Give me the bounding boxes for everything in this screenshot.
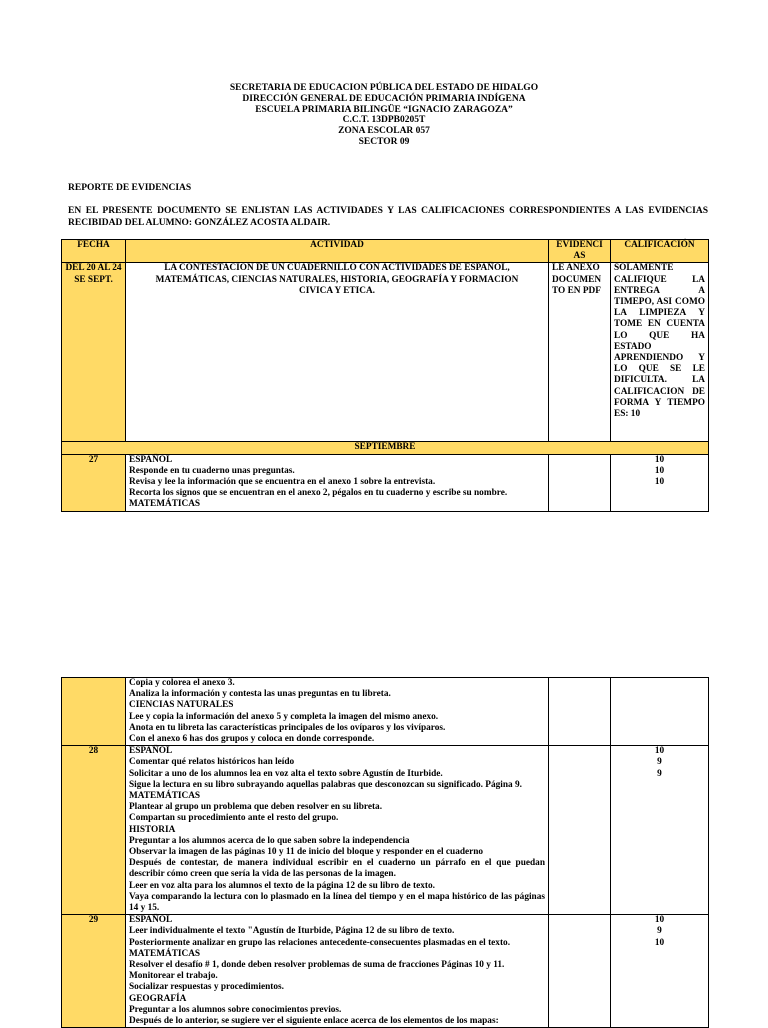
row-grade: SOLAMENTE CALIFIQUE LA ENTREGA A TIMEPO, ASI COMO LA LIMPIEZA Y TOME EN CUENTA LO QUE HA ESTADO APRENDIENDO Y LO QUE SE LE DIFICULTA. LA CALIFICACION DE FORMA Y TIEMPO ES: 10 — [611, 263, 709, 442]
activity-line: MATEMÁTICAS — [129, 948, 201, 959]
row-evidence — [549, 746, 611, 915]
activity-line: Después de lo anterior, se sugiere ver el siguiente enlace acerca de los elementos de los mapas: — [129, 1016, 499, 1027]
table-row — [62, 746, 709, 915]
header-line-3: ESCUELA PRIMARIA BILINGÜE “IGNACIO ZARAGOZA” — [255, 104, 513, 115]
row-date: 28 — [62, 746, 126, 915]
table-row — [62, 915, 709, 1028]
row-activity — [126, 678, 549, 746]
activity-line: Después de contestar, de manera individual escribir en el cuaderno un párrafo en el que puedan describir cómo creen que sería la vida de las personas de la imagen. — [129, 858, 545, 880]
activity-line: Observar la imagen de las páginas 10 y 11 de inicio del bloque y responder en el cuaderno — [129, 847, 484, 858]
activity-line: Posteriormente analizar en grupo las relaciones antecedente-consecuentes plasmadas en el texto. — [129, 937, 511, 948]
activity-line: Con el anexo 6 has dos grupos y coloca en donde corresponde. — [129, 734, 375, 745]
table-header-row — [62, 240, 709, 263]
row-activity — [126, 454, 549, 511]
row-grades — [611, 915, 709, 1028]
activity-line: Compartan su procedimiento ante el resto del grupo. — [129, 813, 339, 824]
table-row — [62, 678, 709, 746]
activity-line: Responde en tu cuaderno unas preguntas. — [129, 465, 295, 476]
grade-value: 10 — [654, 477, 665, 488]
header-calificacion: CALIFICACIÓN — [611, 240, 709, 263]
report-title: REPORTE DE EVIDENCIAS — [68, 183, 192, 193]
grade-value: 10 — [654, 937, 665, 948]
row-evidence — [549, 678, 611, 746]
document-header — [0, 83, 768, 148]
month-label: SEPTIEMBRE — [62, 442, 709, 454]
activity-line: Preguntar a los alumnos acerca de lo que saben sobre la independencia — [129, 835, 410, 846]
grade-value: 10 — [654, 915, 665, 926]
activity-line: Copia y colorea el anexo 3. — [129, 678, 235, 688]
activity-line: Socializar respuestas y procedimientos. — [129, 982, 284, 993]
grade-value: 9 — [657, 757, 662, 768]
header-line-1: SECRETARIA DE EDUCACION PÚBLICA DEL ESTADO DE HIDALGO — [229, 83, 539, 93]
evidence-table — [61, 239, 709, 512]
grade-value: 10 — [654, 454, 665, 465]
activity-line: Vaya comparando la lectura con lo plasmado en la línea del tiempo y en el mapa histórico de las páginas 14 y 15. — [129, 891, 545, 914]
row-evidence: LE ANEXO DOCUMEN TO EN PDF — [549, 263, 611, 442]
row-date — [62, 678, 126, 746]
activity-line: Revisa y lee la información que se encuentra en el anexo 1 sobre la entrevista. — [129, 477, 436, 488]
grade-value: 10 — [654, 465, 665, 476]
activity-line: ESPAÑOL — [129, 915, 173, 926]
activity-line: Comentar qué relatos históricos han leído — [129, 757, 295, 768]
grade-value: 10 — [654, 746, 665, 757]
activity-line: Leer en voz alta para los alumnos el texto de la página 12 de su libro de texto. — [129, 880, 435, 891]
header-line-2: DIRECCIÓN GENERAL DE EDUCACIÓN PRIMARIA INDÍGENA — [242, 93, 526, 104]
activity-line: Analiza la información y contesta las unas preguntas en tu libreta. — [129, 689, 391, 700]
grade-value: 9 — [657, 768, 662, 779]
row-date: 27 — [62, 454, 126, 511]
header-line-5: ZONA ESCOLAR 057 — [338, 126, 430, 137]
row-activity — [126, 915, 549, 1028]
activity-line: ESPAÑOL — [129, 746, 173, 757]
activity-line: Lee y copia la información del anexo 5 y completa la imagen del mismo anexo. — [129, 711, 439, 722]
row-activity — [126, 746, 549, 915]
row-evidence — [549, 915, 611, 1028]
header-fecha: FECHA — [62, 240, 126, 263]
header-evidencias: EVIDENCI AS — [549, 240, 611, 263]
activity-line: Leer individualmente el texto "Agustín de Iturbide, Página 12 de su libro de texto. — [129, 926, 455, 937]
row-activity: LA CONTESTACION DE UN CUADERNILLO CON ACTIVIDADES DE ESPAÑOL, MATEMÁTICAS, CIENCIAS NATURALES, HISTORIA, GEOGRAFÍA Y FORMACION CIVICA Y ETICA. — [126, 263, 549, 442]
activity-line: Monitorear el trabajo. — [129, 971, 218, 982]
activity-line: Preguntar a los alumnos sobre conocimientos previos. — [129, 1004, 342, 1015]
row-date: DEL 20 AL 24 SE SEPT. — [62, 263, 126, 442]
activity-line: Recorta los signos que se encuentran en el anexo 2, pégalos en tu cuaderno y escribe su nombre. — [129, 488, 508, 499]
activity-line: Anota en tu libreta las características principales de los ovíparos y los vivíparos. — [129, 722, 446, 733]
grade-value: 9 — [657, 926, 662, 937]
evidence-table-continued — [61, 677, 709, 1028]
activity-line: MATEMÁTICAS — [129, 791, 201, 802]
header-line-6: SECTOR 09 — [358, 136, 410, 147]
activity-line: GEOGRAFÍA — [129, 993, 187, 1004]
month-row — [62, 442, 709, 454]
activity-line: Solicitar a uno de los alumnos lea en voz alta el texto sobre Agustín de Iturbide. — [129, 768, 443, 779]
header-actividad: ACTIVIDAD — [126, 240, 549, 263]
row-grades — [611, 746, 709, 915]
activity-line: Resolver el desafío # 1, donde deben resolver problemas de suma de fracciones Páginas 10 y 11. — [129, 960, 505, 971]
activity-line: Plantear al grupo un problema que deben resolver en su libreta. — [129, 802, 383, 813]
row-grades — [611, 678, 709, 746]
activity-line: CIENCIAS NATURALES — [129, 700, 234, 711]
activity-line: ESPAÑOL — [129, 454, 173, 465]
report-intro: EN EL PRESENTE DOCUMENTO SE ENLISTAN LAS ACTIVIDADES Y LAS CALIFICACIONES CORRESPONDIENTES A LAS EVIDENCIAS RECIBIDAD DEL ALUMNO: GONZÁLEZ ACOSTA ALDAIR. — [68, 206, 708, 228]
header-line-4: C.C.T. 13DPB0205T — [342, 115, 426, 126]
table-row — [62, 454, 709, 511]
row-evidence — [549, 454, 611, 511]
table-row — [62, 263, 709, 442]
activity-line: Sigue la lectura en su libro subrayando aquellas palabras que desconozcan su significado. Página 9. — [129, 779, 522, 790]
activity-line: HISTORIA — [129, 824, 176, 835]
row-grades — [611, 454, 709, 511]
activity-line: MATEMÁTICAS — [129, 499, 201, 510]
row-date: 29 — [62, 915, 126, 1028]
